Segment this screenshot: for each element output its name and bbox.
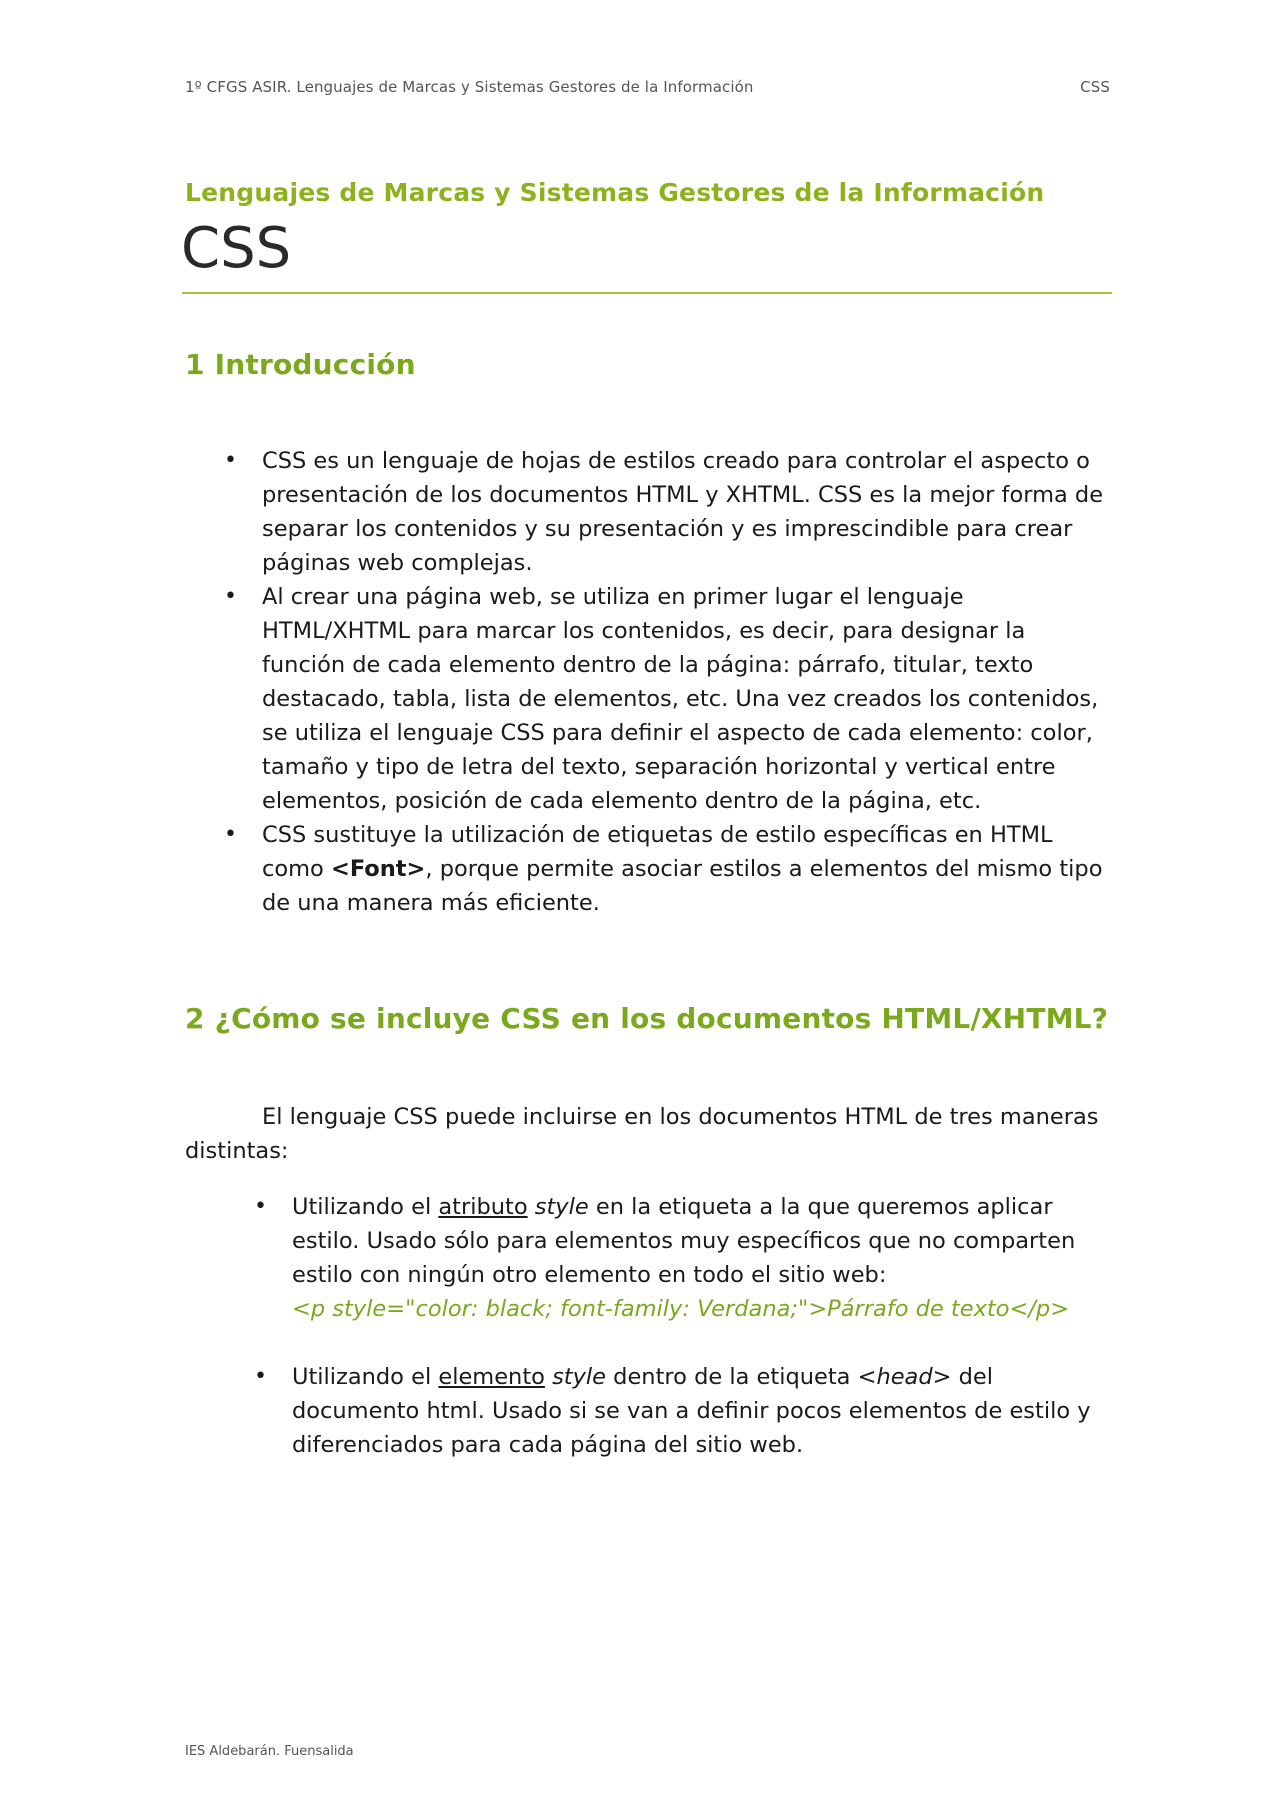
list-item-text: CSS es un lenguaje de hojas de estilos creado para controlar el aspecto o presentación de los documentos HTML y XHTML. CSS es la mejor forma de separar los contenidos y su presentación y es imprescindible para crear páginas web complejas. [262, 448, 1104, 576]
section-intro-paragraph: El lenguaje CSS puede incluirse en los documentos HTML de tres maneras distintas: [185, 1104, 1099, 1164]
list-item-text-before: CSS sustituye la utilización de etiquetas de estilo específicas en HTML como [262, 822, 1053, 882]
bullet-icon: • [224, 822, 237, 847]
inclusion-methods-list [254, 1190, 1112, 1462]
page-footer: IES Aldebarán. Fuensalida [185, 1744, 354, 1759]
list-item [254, 1190, 1112, 1326]
method-prefix: Utilizando el [292, 1194, 439, 1220]
running-header-topic: CSS [1080, 78, 1110, 96]
method-prefix: Utilizando el [292, 1364, 439, 1390]
list-item [254, 1360, 1112, 1462]
method-space [528, 1194, 535, 1220]
method-description: en la etiqueta a la que queremos aplicar estilo. Usado sólo para elementos muy específicos que no comparten estilo con ningún otro elemento en todo el sitio web: [292, 1194, 1076, 1288]
list-item [224, 444, 1107, 580]
bullet-icon: • [224, 448, 237, 473]
code-example: <p style="color: black; font-family: Verdana;">Párrafo de texto</p> [292, 1296, 1070, 1322]
bullet-icon: • [254, 1194, 267, 1219]
bullet-icon: • [224, 584, 237, 609]
running-header-course: 1º CFGS ASIR. Lenguajes de Marcas y Sistemas Gestores de la Información [185, 78, 754, 96]
method-description-b: > del documento html. Usado si se van a definir pocos elementos de estilo y diferenciados para cada página del sitio web. [292, 1364, 1091, 1458]
method-description-a: dentro de la etiqueta < [606, 1364, 877, 1390]
method-italic: style [552, 1364, 607, 1390]
title-divider [182, 292, 1112, 294]
list-item [224, 818, 1107, 920]
running-header [185, 78, 1110, 96]
method-keyword: atributo [438, 1194, 528, 1220]
bullet-icon: • [254, 1364, 267, 1389]
section-heading-como-se-incluye: 2 ¿Cómo se incluye CSS en los documentos HTML/XHTML? [185, 1002, 1109, 1035]
list-item-text-after: , porque permite asociar estilos a elementos del mismo tipo de una manera más eficiente. [262, 856, 1103, 916]
method-italic-head: head [876, 1364, 933, 1390]
document-title: CSS [181, 216, 292, 281]
section-heading-introduccion: 1 Introducción [185, 348, 416, 381]
list-item-text: Al crear una página web, se utiliza en primer lugar el lenguaje HTML/XHTML para marcar los contenidos, es decir, para designar la función de cada elemento dentro de la página: párrafo, titular, texto destacado, tabla, lista de elementos, etc. Una vez creados los contenidos, se utiliza el lenguaje CSS para definir el aspecto de cada elemento: color, tamaño y tipo de letra del texto, separación horizontal y vertical entre elementos, posición de cada elemento dentro de la página, etc. [262, 584, 1099, 814]
method-italic: style [534, 1194, 589, 1220]
method-keyword: elemento [438, 1364, 545, 1390]
method-space [545, 1364, 552, 1390]
document-subject: Lenguajes de Marcas y Sistemas Gestores de la Información [185, 178, 1045, 207]
introduction-list [224, 444, 1107, 920]
font-tag-highlight: <Font> [330, 856, 426, 882]
list-item [224, 580, 1107, 818]
